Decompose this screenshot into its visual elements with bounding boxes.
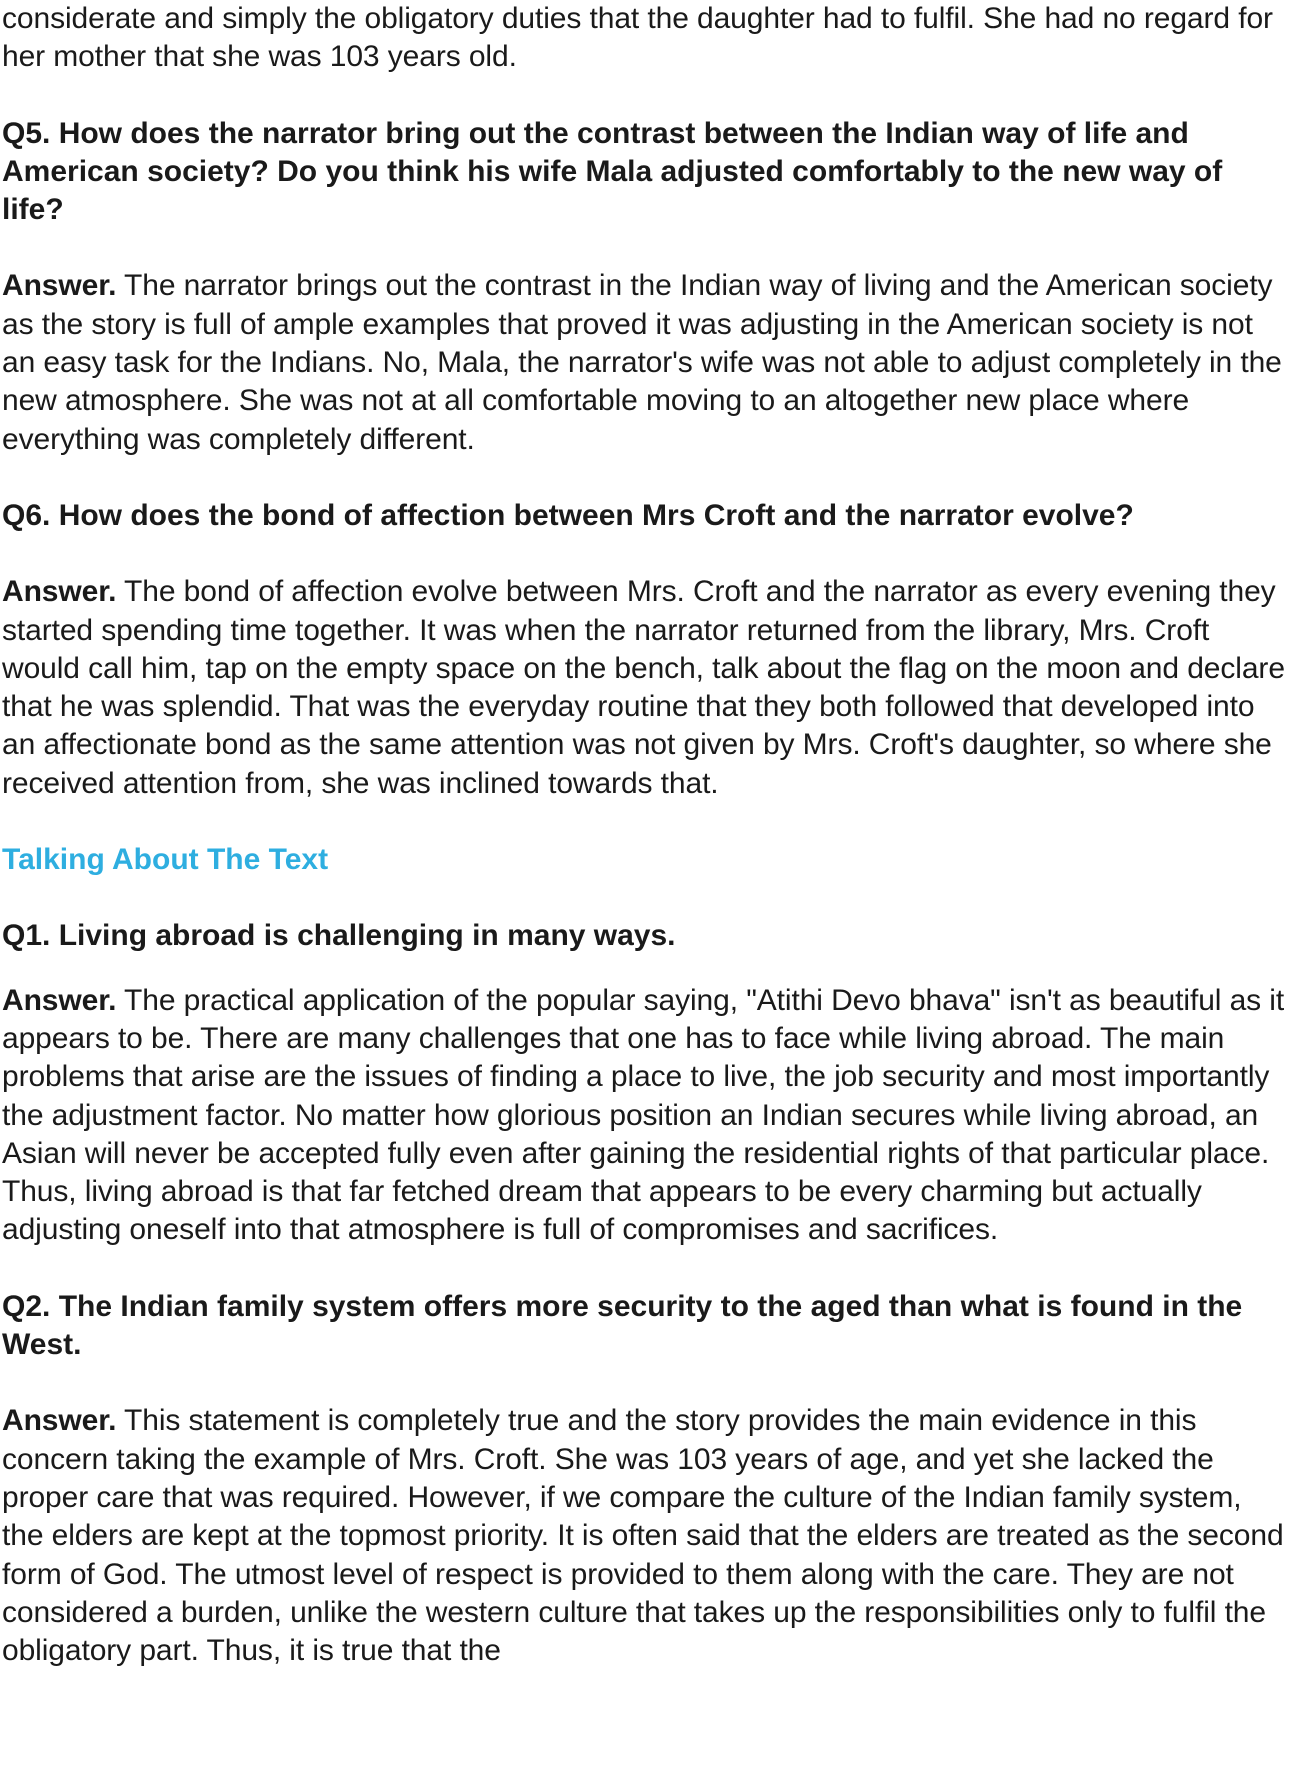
spacer: [2, 956, 1290, 982]
answer-text: This statement is completely true and the story provides the main evidence in this concern taking the example of Mrs. Croft. She was 103 years of age, and yet she lacked the proper care that was required. However, if we compare the culture of the Indian family system, the elders are kept at the topmost priority. It is often said that the elders are treated as the second form of God. The utmost level of respect is provided to them along with the care. They are not considered a burden, unlike the western culture that takes up the responsibilities only to fulfil the obligatory part. Thus, it is true that the: [2, 1404, 1284, 1668]
spacer: [2, 1250, 1290, 1288]
answer-talking-q2: [2, 1402, 1290, 1670]
spacer: [2, 77, 1290, 115]
question-q6: Q6. How does the bond of affection between Mrs Croft and the narrator evolve?: [2, 498, 1134, 532]
question-q5: Q5. How does the narrator bring out the contrast between the Indian way of life and American society? Do you think his wife Mala adjusted comfortably to the new way of life?: [2, 116, 1223, 227]
answer-label: Answer.: [2, 575, 117, 609]
answer-label: Answer.: [2, 269, 117, 303]
answer-q6: [2, 573, 1290, 803]
answer-talking-q1: [2, 982, 1290, 1250]
answer-text: The bond of affection evolve between Mrs. Croft and the narrator as every evening they started spending time together. It was when the narrator returned from the library, Mrs. Croft would call him, tap on the empty space on the bench, talk about the flag on the moon and declare that he was splendid. That was the everyday routine that they both followed that developed into an affectionate bond as the same attention was not given by Mrs. Croft's daughter, so where she received attention from, she was inclined towards that.: [2, 575, 1285, 800]
document-page: [2, 0, 1290, 1670]
answer-label: Answer.: [2, 1404, 117, 1438]
answer-text: The narrator brings out the contrast in the Indian way of living and the American society as the story is full of ample examples that proved it was adjusting in the American society is not an easy task for the Indians. No, Mala, the narrator's wife was not able to adjust completely in the new atmosphere. She was not at all comfortable moving to an altogether new place where everything was completely different.: [2, 269, 1282, 456]
spacer: [2, 1364, 1290, 1402]
answer-label: Answer.: [2, 983, 117, 1017]
answer-q5: [2, 267, 1290, 458]
question-talking-q1: Q1. Living abroad is challenging in many ways.: [2, 919, 676, 953]
answer-text: The practical application of the popular saying, "Atithi Devo bhava" isn't as beautiful as it appears to be. There are many challenges that one has to face while living abroad. The main problems that arise are the issues of finding a place to live, the job security and most importantly the adjustment factor. No matter how glorious position an Indian secures while living abroad, an Asian will never be accepted fully even after gaining the residential rights of that particular place. Thus, living abroad is that far fetched dream that appears to be every charming but actually adjusting oneself into that atmosphere is full of compromises and sacrifices.: [2, 983, 1285, 1247]
question-talking-q2: Q2. The Indian family system offers more security to the aged than what is found in the West.: [2, 1289, 1243, 1362]
spacer: [2, 459, 1290, 497]
continuation-paragraph: considerate and simply the obligatory duties that the daughter had to fulfil. She had no regard for her mother that she was 103 years old.: [2, 2, 1273, 74]
spacer: [2, 535, 1290, 573]
spacer: [2, 229, 1290, 267]
spacer: [2, 879, 1290, 917]
section-heading: Talking About The Text: [2, 843, 329, 877]
spacer: [2, 803, 1290, 841]
